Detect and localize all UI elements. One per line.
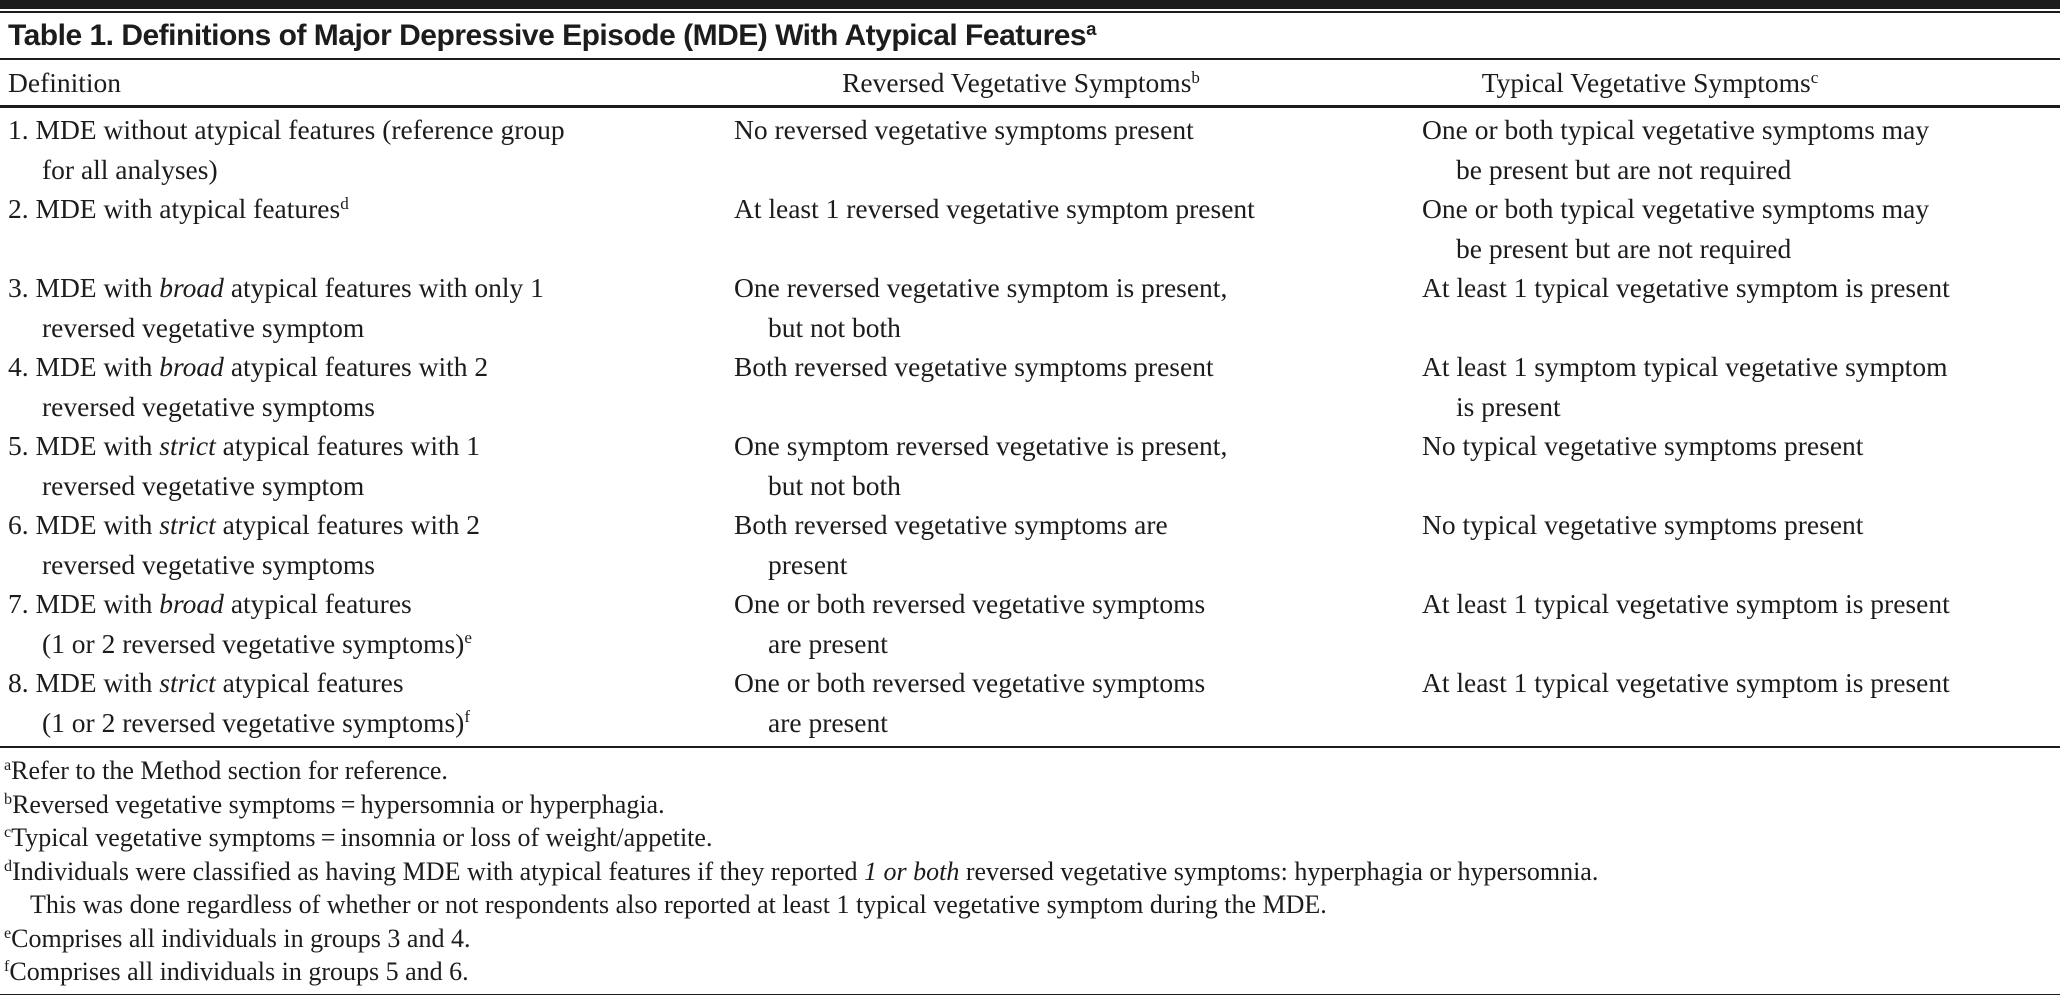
text-line (8, 150, 712, 190)
typical-symptoms-cell (1400, 426, 2060, 466)
text-line (8, 426, 712, 466)
text-segment: One or both reversed vegetative symptoms (734, 588, 1206, 619)
reversed-symptoms-cell (712, 189, 1400, 229)
text-segment: Both reversed vegetative symptoms are (734, 509, 1168, 540)
text-line (8, 584, 712, 624)
footnote-marker: a (4, 757, 12, 775)
top-thick-rule (0, 0, 2060, 9)
superscript-marker: d (340, 193, 349, 213)
table-row (0, 663, 2060, 742)
text-segment: atypical features with 2 (223, 351, 489, 382)
text-segment: No typical vegetative symptoms present (1422, 509, 1864, 540)
reversed-symptoms-cell (712, 505, 1400, 584)
column-header-typical-marker: c (1810, 67, 1819, 87)
text-segment: One or both typical vegetative symptoms may (1422, 193, 1930, 224)
text-segment: Comprises all individuals in groups 5 and 6. (9, 957, 469, 986)
text-segment: strict (159, 667, 216, 698)
text-segment: No typical vegetative symptoms present (1422, 430, 1864, 461)
table-row (0, 189, 2060, 268)
text-line (1422, 584, 2060, 624)
typical-symptoms-cell (1400, 189, 2060, 268)
text-line (734, 663, 1400, 703)
column-header-reversed-label: Reversed Vegetative Symptoms (842, 67, 1192, 98)
column-header-definition-label: Definition (8, 67, 122, 98)
text-segment: Both reversed vegetative symptoms present (734, 351, 1214, 382)
text-segment: reversed vegetative symptom (42, 469, 365, 501)
footnote (4, 922, 2054, 956)
typical-symptoms-cell (1400, 505, 2060, 545)
text-segment: (1 or 2 reversed vegetative symptoms) (42, 706, 465, 738)
footnote (4, 788, 2054, 822)
definition-cell (0, 426, 712, 505)
definition-cell (0, 663, 712, 742)
reversed-symptoms-cell (712, 268, 1400, 347)
text-line (1422, 426, 2060, 466)
text-segment: present (768, 548, 848, 580)
text-segment: atypical features with only 1 (223, 272, 544, 303)
text-segment: reversed vegetative symptoms (42, 390, 375, 422)
table-body (0, 108, 2060, 742)
table-title-text: Table 1. Definitions of Major Depressive Episode (MDE) With Atypical Features (8, 19, 1087, 52)
text-segment: At least 1 symptom typical vegetative symptom (1422, 351, 1948, 382)
text-segment: One or both reversed vegetative symptoms (734, 667, 1206, 698)
text-segment: 8. MDE with (8, 667, 160, 698)
text-line (8, 663, 712, 703)
text-line (8, 110, 712, 150)
text-segment: is present (1456, 390, 1561, 422)
text-segment: At least 1 typical vegetative symptom is present (1422, 588, 1950, 619)
text-segment: for all analyses) (42, 153, 218, 185)
text-segment: Comprises all individuals in groups 3 and 4. (11, 923, 471, 953)
text-segment: but not both (768, 469, 901, 501)
text-line (1422, 150, 2060, 190)
reversed-symptoms-cell (712, 663, 1400, 742)
text-line (734, 426, 1400, 466)
table-row (0, 268, 2060, 347)
footnotes (0, 748, 2060, 989)
text-segment: reversed vegetative symptom (42, 311, 365, 343)
text-segment: reversed vegetative symptoms (42, 548, 375, 580)
typical-symptoms-cell (1400, 268, 2060, 308)
text-line (734, 308, 1400, 348)
text-segment: are present (768, 706, 888, 738)
text-segment: At least 1 typical vegetative symptom is present (1422, 272, 1950, 303)
footnote-marker: c (4, 824, 12, 842)
text-line (8, 268, 712, 308)
text-line (4, 888, 2054, 922)
definition-cell (0, 584, 712, 663)
column-header-definition (0, 67, 712, 99)
reversed-symptoms-cell (712, 584, 1400, 663)
text-segment: broad (159, 351, 224, 382)
text-segment: Reversed vegetative symptoms = hypersomnia or hyperphagia. (12, 789, 665, 819)
footnote-marker: d (4, 857, 13, 875)
footnote (4, 855, 2054, 922)
text-segment: One symptom reversed vegetative is present, (734, 430, 1228, 461)
text-line (734, 584, 1400, 624)
text-line (4, 922, 2054, 956)
text-segment: be present but are not required (1456, 232, 1792, 264)
text-segment: Individuals were classified as having MDE with atypical features if they reported (12, 856, 865, 886)
text-segment: but not both (768, 311, 901, 343)
text-line (1422, 268, 2060, 308)
text-segment: (1 or 2 reversed vegetative symptoms) (42, 627, 465, 659)
text-line (1422, 110, 2060, 150)
reversed-symptoms-cell (712, 347, 1400, 387)
superscript-marker: f (464, 707, 470, 727)
table-title (0, 13, 2060, 58)
typical-symptoms-cell (1400, 663, 2060, 703)
text-line (734, 268, 1400, 308)
footnote-marker: b (4, 790, 13, 808)
table-row (0, 505, 2060, 584)
text-line (8, 545, 712, 585)
reversed-symptoms-cell (712, 426, 1400, 505)
text-line (1422, 505, 2060, 545)
definition-cell (0, 268, 712, 347)
text-segment: 6. MDE with (8, 509, 160, 540)
text-line (4, 855, 2054, 889)
text-line (1422, 229, 2060, 269)
text-segment: Refer to the Method section for reference. (11, 756, 448, 785)
text-segment: No reversed vegetative symptoms present (734, 114, 1194, 145)
text-line (734, 505, 1400, 545)
text-segment: Typical vegetative symptoms = insomnia or loss of weight/appetite. (11, 823, 713, 852)
text-line (4, 821, 2054, 855)
footnote (4, 754, 2054, 788)
column-header-typical-label: Typical Vegetative Symptoms (1481, 67, 1811, 98)
typical-symptoms-cell (1400, 584, 2060, 624)
text-segment: strict (159, 509, 216, 540)
text-line (734, 347, 1400, 387)
text-segment: strict (159, 430, 216, 461)
text-segment: 3. MDE with (8, 272, 160, 303)
text-line (8, 189, 712, 229)
typical-symptoms-cell (1400, 347, 2060, 426)
reversed-symptoms-cell (712, 110, 1400, 150)
text-line (8, 387, 712, 427)
text-line (4, 754, 2054, 788)
title-footnote-marker: a (1086, 17, 1096, 39)
text-segment: At least 1 typical vegetative symptom is present (1422, 667, 1950, 698)
text-line (4, 788, 2054, 822)
footnote (4, 821, 2054, 855)
text-segment: One reversed vegetative symptom is present, (734, 272, 1228, 303)
text-line (734, 545, 1400, 585)
definition-cell (0, 347, 712, 426)
table-row (0, 584, 2060, 663)
text-segment: 1 or both (864, 856, 960, 886)
text-line (8, 308, 712, 348)
text-segment: atypical features (223, 588, 412, 619)
table-row (0, 426, 2060, 505)
text-segment: atypical features (215, 667, 404, 698)
text-segment: 1. MDE without atypical features (reference group (8, 114, 565, 145)
text-segment: broad (159, 272, 224, 303)
superscript-marker: e (464, 628, 472, 648)
text-segment: atypical features with 2 (215, 509, 480, 540)
definition-cell (0, 505, 712, 584)
text-line (734, 189, 1400, 229)
text-segment: This was done regardless of whether or not respondents also reported at least 1 typical vegetative symptom during the MDE. (30, 890, 1327, 919)
text-segment: atypical features with 1 (215, 430, 480, 461)
text-segment: 4. MDE with (8, 351, 160, 382)
text-segment: 2. MDE with atypical features (8, 193, 341, 224)
text-line (734, 110, 1400, 150)
text-segment: be present but are not required (1456, 153, 1792, 185)
table-row (0, 110, 2060, 189)
text-segment: reversed vegetative symptoms: hyperphagia or hypersomnia. (959, 856, 1599, 886)
footnote-marker: f (4, 958, 10, 976)
text-line (4, 955, 2054, 989)
text-line (8, 505, 712, 545)
text-line (8, 703, 712, 743)
text-line (8, 624, 712, 664)
typical-symptoms-cell (1400, 110, 2060, 189)
text-segment: broad (159, 588, 224, 619)
text-line (8, 347, 712, 387)
text-segment: One or both typical vegetative symptoms may (1422, 114, 1930, 145)
text-line (1422, 347, 2060, 387)
text-segment: At least 1 reversed vegetative symptom present (734, 193, 1255, 224)
text-line (1422, 387, 2060, 427)
column-header-reversed-marker: b (1191, 67, 1200, 87)
footnote (4, 955, 2054, 989)
table-row (0, 347, 2060, 426)
text-line (734, 466, 1400, 506)
text-line (734, 624, 1400, 664)
table-header-row (0, 60, 2060, 105)
column-header-typical-symptoms (1400, 67, 2060, 99)
text-line (1422, 189, 2060, 229)
text-line (734, 703, 1400, 743)
definition-cell (0, 189, 712, 229)
definition-cell (0, 110, 712, 189)
text-line (8, 466, 712, 506)
text-segment: 7. MDE with (8, 588, 160, 619)
text-segment: are present (768, 627, 888, 659)
text-line (1422, 663, 2060, 703)
column-header-reversed-symptoms (712, 67, 1400, 99)
footnote-marker: e (4, 924, 12, 942)
text-segment: 5. MDE with (8, 430, 160, 461)
